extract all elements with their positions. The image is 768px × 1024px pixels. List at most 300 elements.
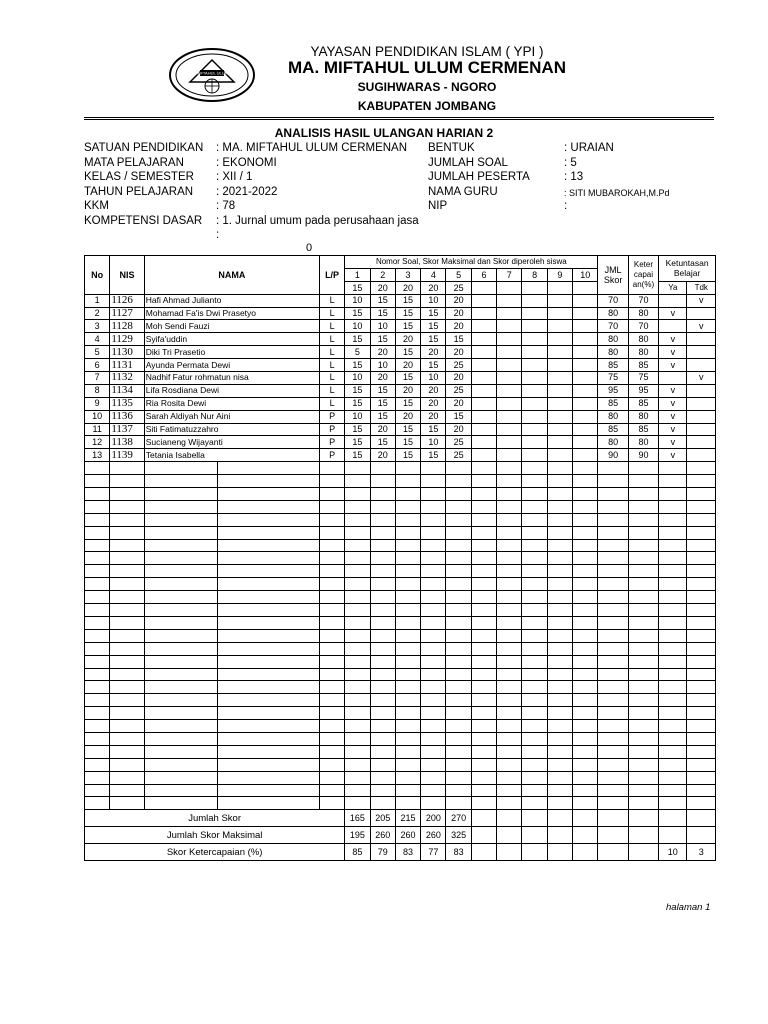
- table-cell: [471, 771, 496, 784]
- table-cell: [573, 655, 598, 668]
- empty-row: [85, 629, 716, 642]
- table-cell: [497, 500, 522, 513]
- table-cell: [497, 475, 522, 488]
- row-score: 10: [345, 320, 370, 333]
- table-cell: [110, 578, 144, 591]
- table-cell: [598, 720, 628, 733]
- summary-value: 270: [446, 810, 471, 827]
- table-cell: [687, 797, 716, 810]
- table-cell: [471, 488, 496, 501]
- table-cell: [85, 500, 110, 513]
- row-score: 20: [370, 372, 395, 385]
- table-cell: [547, 591, 572, 604]
- table-cell: [345, 488, 370, 501]
- table-cell: [446, 758, 471, 771]
- empty-row: [85, 616, 716, 629]
- table-cell: [659, 513, 687, 526]
- table-cell: [144, 500, 217, 513]
- table-cell: [598, 462, 628, 475]
- table-cell: [497, 552, 522, 565]
- row-score: 10: [421, 436, 446, 449]
- table-cell: [497, 758, 522, 771]
- info-value: : XII / 1: [216, 171, 253, 183]
- table-cell: [446, 578, 471, 591]
- table-cell: [217, 488, 319, 501]
- table-cell: [85, 462, 110, 475]
- summary-label: Skor Ketercapaian (%): [85, 844, 345, 861]
- row-score: 15: [370, 384, 395, 397]
- row-jml: 85: [598, 397, 628, 410]
- table-cell: [421, 526, 446, 539]
- table-cell: [471, 513, 496, 526]
- row-no: 5: [85, 346, 110, 359]
- row-score: [497, 372, 522, 385]
- table-cell: [687, 462, 716, 475]
- table-cell: [659, 604, 687, 617]
- table-cell: [370, 745, 395, 758]
- table-cell: [471, 758, 496, 771]
- table-cell: [370, 681, 395, 694]
- table-cell: [370, 462, 395, 475]
- row-score: 20: [395, 384, 420, 397]
- table-cell: [395, 745, 420, 758]
- table-row: [85, 359, 716, 372]
- table-cell: [370, 552, 395, 565]
- max-score: 20: [370, 281, 395, 294]
- row-jml: 80: [598, 333, 628, 346]
- soal-number: 7: [497, 268, 522, 281]
- table-cell: [370, 720, 395, 733]
- table-cell: [573, 629, 598, 642]
- table-cell: [547, 500, 572, 513]
- table-cell: [659, 629, 687, 642]
- info-value: : 78: [216, 200, 236, 212]
- table-cell: [319, 539, 344, 552]
- row-lp: L: [319, 294, 344, 307]
- table-cell: [144, 552, 217, 565]
- table-cell: [659, 591, 687, 604]
- table-cell: [497, 655, 522, 668]
- table-cell: [471, 810, 496, 827]
- table-cell: [85, 488, 110, 501]
- table-cell: [345, 552, 370, 565]
- soal-number: 1: [345, 268, 370, 281]
- row-jml: 70: [598, 320, 628, 333]
- row-ya: v: [659, 333, 687, 346]
- row-tdk: [687, 410, 716, 423]
- table-cell: [85, 642, 110, 655]
- table-cell: [497, 797, 522, 810]
- table-cell: [687, 694, 716, 707]
- row-score: 25: [446, 359, 471, 372]
- table-cell: [573, 604, 598, 617]
- table-cell: [110, 758, 144, 771]
- table-cell: [687, 513, 716, 526]
- table-cell: [446, 681, 471, 694]
- table-cell: [446, 591, 471, 604]
- table-cell: [687, 500, 716, 513]
- table-cell: [85, 694, 110, 707]
- table-cell: [345, 513, 370, 526]
- info-label: NAMA GURU: [428, 185, 498, 198]
- row-lp: L: [319, 359, 344, 372]
- table-cell: [628, 655, 658, 668]
- row-score: [573, 307, 598, 320]
- table-cell: [628, 578, 658, 591]
- row-score: [471, 436, 496, 449]
- table-cell: [628, 526, 658, 539]
- table-cell: [421, 745, 446, 758]
- table-cell: [598, 844, 628, 861]
- row-score: [497, 397, 522, 410]
- max-score: [471, 281, 496, 294]
- row-score: 15: [395, 423, 420, 436]
- table-cell: [144, 604, 217, 617]
- row-lp: P: [319, 423, 344, 436]
- empty-row: [85, 732, 716, 745]
- table-cell: [659, 694, 687, 707]
- row-ket: 85: [628, 397, 658, 410]
- table-cell: [395, 707, 420, 720]
- table-cell: [522, 565, 547, 578]
- row-nis: 1137: [110, 423, 144, 436]
- row-no: 13: [85, 449, 110, 462]
- table-cell: [421, 552, 446, 565]
- table-cell: [522, 488, 547, 501]
- table-cell: [110, 488, 144, 501]
- row-nis: 1135: [110, 397, 144, 410]
- table-cell: [217, 629, 319, 642]
- table-cell: [522, 694, 547, 707]
- table-cell: [598, 616, 628, 629]
- table-cell: [471, 720, 496, 733]
- table-cell: [547, 681, 572, 694]
- table-cell: [471, 694, 496, 707]
- empty-row: [85, 771, 716, 784]
- table-cell: [370, 500, 395, 513]
- table-cell: [573, 668, 598, 681]
- row-score: [547, 384, 572, 397]
- table-cell: [497, 771, 522, 784]
- row-tdk: v: [687, 294, 716, 307]
- table-cell: [598, 578, 628, 591]
- table-cell: [497, 616, 522, 629]
- summary-row: [85, 827, 716, 844]
- table-cell: [370, 707, 395, 720]
- table-cell: [522, 539, 547, 552]
- max-score: [497, 281, 522, 294]
- table-cell: [144, 475, 217, 488]
- table-cell: [85, 591, 110, 604]
- table-cell: [659, 681, 687, 694]
- info-value: : URAIAN: [564, 142, 614, 154]
- info-label: KKM: [84, 200, 109, 212]
- table-cell: [395, 758, 420, 771]
- table-cell: [547, 745, 572, 758]
- row-ya: v: [659, 397, 687, 410]
- table-cell: [471, 526, 496, 539]
- table-cell: [144, 681, 217, 694]
- row-score: [573, 436, 598, 449]
- table-cell: [421, 462, 446, 475]
- table-cell: [421, 771, 446, 784]
- table-cell: [85, 552, 110, 565]
- table-cell: [547, 578, 572, 591]
- row-score: [573, 346, 598, 359]
- table-cell: [217, 526, 319, 539]
- row-no: 9: [85, 397, 110, 410]
- table-cell: [522, 797, 547, 810]
- row-no: 2: [85, 307, 110, 320]
- school-logo: [168, 46, 256, 104]
- table-cell: [144, 526, 217, 539]
- row-ya: v: [659, 307, 687, 320]
- table-cell: [687, 604, 716, 617]
- row-score: [497, 294, 522, 307]
- row-score: [522, 384, 547, 397]
- table-cell: [522, 513, 547, 526]
- row-score: 20: [446, 423, 471, 436]
- table-cell: [598, 827, 628, 844]
- info-label: JUMLAH PESERTA: [428, 171, 530, 183]
- table-cell: [217, 655, 319, 668]
- table-cell: [497, 844, 522, 861]
- row-jml: 80: [598, 346, 628, 359]
- row-ket: 75: [628, 372, 658, 385]
- row-nis: 1126: [110, 294, 144, 307]
- table-cell: [522, 578, 547, 591]
- row-ket: 95: [628, 384, 658, 397]
- table-cell: [598, 642, 628, 655]
- table-cell: [144, 462, 217, 475]
- summary-value: 325: [446, 827, 471, 844]
- row-tdk: [687, 397, 716, 410]
- table-cell: [446, 500, 471, 513]
- row-score: 25: [446, 384, 471, 397]
- table-cell: [547, 720, 572, 733]
- row-no: 12: [85, 436, 110, 449]
- table-cell: [659, 616, 687, 629]
- table-cell: [446, 513, 471, 526]
- table-cell: [110, 732, 144, 745]
- max-score: 25: [446, 281, 471, 294]
- table-cell: [522, 462, 547, 475]
- table-cell: [144, 578, 217, 591]
- table-cell: [85, 578, 110, 591]
- table-cell: [110, 604, 144, 617]
- row-lp: L: [319, 384, 344, 397]
- row-score: [522, 397, 547, 410]
- empty-row: [85, 462, 716, 475]
- table-row: [85, 372, 716, 385]
- table-cell: [345, 475, 370, 488]
- table-cell: [598, 707, 628, 720]
- table-cell: [395, 500, 420, 513]
- empty-row: [85, 655, 716, 668]
- table-cell: [446, 797, 471, 810]
- row-score: 25: [446, 436, 471, 449]
- table-cell: [659, 500, 687, 513]
- table-cell: [573, 513, 598, 526]
- table-cell: [522, 810, 547, 827]
- table-cell: [497, 707, 522, 720]
- table-cell: [345, 771, 370, 784]
- table-cell: [573, 810, 598, 827]
- table-cell: [319, 552, 344, 565]
- row-score: 15: [370, 294, 395, 307]
- header-ket: Keter capai an(%): [628, 256, 658, 295]
- table-cell: [628, 616, 658, 629]
- row-nis: 1130: [110, 346, 144, 359]
- table-cell: [547, 827, 572, 844]
- table-row: [85, 384, 716, 397]
- row-score: 20: [395, 359, 420, 372]
- row-score: 20: [446, 346, 471, 359]
- row-score: [547, 436, 572, 449]
- row-score: 15: [421, 359, 446, 372]
- table-cell: [446, 668, 471, 681]
- table-cell: [319, 745, 344, 758]
- table-cell: [319, 526, 344, 539]
- table-cell: [687, 591, 716, 604]
- header-nis: NIS: [110, 256, 144, 295]
- table-cell: [687, 552, 716, 565]
- table-cell: [573, 616, 598, 629]
- header-ya: Ya: [659, 281, 687, 294]
- table-cell: [217, 732, 319, 745]
- table-cell: [395, 668, 420, 681]
- table-cell: [144, 797, 217, 810]
- table-cell: [319, 642, 344, 655]
- table-cell: [319, 707, 344, 720]
- zero-value: 0: [306, 242, 313, 254]
- table-cell: [446, 732, 471, 745]
- table-cell: [421, 681, 446, 694]
- table-cell: [628, 810, 658, 827]
- table-cell: [573, 827, 598, 844]
- table-cell: [598, 668, 628, 681]
- row-score: 20: [370, 346, 395, 359]
- row-ya: [659, 294, 687, 307]
- table-cell: [345, 784, 370, 797]
- info-label: SATUAN PENDIDIKAN: [84, 142, 204, 154]
- row-ket: 85: [628, 359, 658, 372]
- empty-row: [85, 642, 716, 655]
- row-score: [497, 346, 522, 359]
- row-score: [471, 423, 496, 436]
- table-cell: [345, 681, 370, 694]
- table-cell: [522, 844, 547, 861]
- table-cell: [547, 758, 572, 771]
- info-value: :: [216, 229, 220, 241]
- table-cell: [497, 604, 522, 617]
- summary-value: 260: [395, 827, 420, 844]
- table-cell: [471, 668, 496, 681]
- row-score: 20: [395, 333, 420, 346]
- table-cell: [217, 539, 319, 552]
- row-nis: 1132: [110, 372, 144, 385]
- table-cell: [446, 552, 471, 565]
- table-cell: [573, 488, 598, 501]
- table-cell: [522, 758, 547, 771]
- table-cell: [547, 668, 572, 681]
- table-cell: [522, 500, 547, 513]
- table-cell: [598, 732, 628, 745]
- row-ket: 80: [628, 436, 658, 449]
- row-nis: 1138: [110, 436, 144, 449]
- soal-number: 5: [446, 268, 471, 281]
- table-cell: [395, 539, 420, 552]
- table-cell: [628, 604, 658, 617]
- table-cell: [319, 578, 344, 591]
- table-cell: [497, 591, 522, 604]
- row-ket: 70: [628, 320, 658, 333]
- summary-value: 85: [345, 844, 370, 861]
- table-cell: [319, 616, 344, 629]
- row-tdk: [687, 384, 716, 397]
- table-cell: [345, 668, 370, 681]
- table-header-row: [85, 256, 716, 269]
- table-cell: [628, 694, 658, 707]
- table-cell: [395, 771, 420, 784]
- row-ket: 90: [628, 449, 658, 462]
- summary-label: Jumlah Skor Maksimal: [85, 827, 345, 844]
- table-cell: [497, 745, 522, 758]
- table-cell: [547, 629, 572, 642]
- table-cell: [144, 784, 217, 797]
- row-nama: Syifa'uddin: [144, 333, 319, 346]
- row-score: 10: [345, 410, 370, 423]
- header-soal: Nomor Soal, Skor Maksimal dan Skor diperoleh siswa: [345, 256, 598, 269]
- table-cell: [628, 827, 658, 844]
- row-nama: Nadhif Fatur rohmatun nisa: [144, 372, 319, 385]
- table-cell: [144, 565, 217, 578]
- table-cell: [628, 475, 658, 488]
- row-ket: 85: [628, 423, 658, 436]
- table-cell: [421, 797, 446, 810]
- table-cell: [345, 629, 370, 642]
- info-value: : 13: [564, 171, 584, 183]
- row-score: 15: [395, 346, 420, 359]
- table-cell: [110, 526, 144, 539]
- table-cell: [573, 475, 598, 488]
- table-cell: [547, 771, 572, 784]
- table-cell: [446, 475, 471, 488]
- table-cell: [144, 732, 217, 745]
- max-score: 15: [345, 281, 370, 294]
- row-score: [522, 294, 547, 307]
- table-cell: [319, 668, 344, 681]
- info-label: KELAS / SEMESTER: [84, 171, 194, 183]
- row-lp: P: [319, 436, 344, 449]
- row-score: [522, 410, 547, 423]
- table-row: [85, 410, 716, 423]
- row-score: [547, 423, 572, 436]
- table-cell: [659, 745, 687, 758]
- table-cell: [522, 668, 547, 681]
- table-cell: [395, 552, 420, 565]
- table-cell: [598, 475, 628, 488]
- row-score: [573, 359, 598, 372]
- empty-row: [85, 526, 716, 539]
- soal-number: 4: [421, 268, 446, 281]
- row-score: [522, 320, 547, 333]
- table-cell: [522, 526, 547, 539]
- table-cell: [573, 732, 598, 745]
- row-ya: v: [659, 449, 687, 462]
- summary-value: 260: [421, 827, 446, 844]
- table-cell: [421, 655, 446, 668]
